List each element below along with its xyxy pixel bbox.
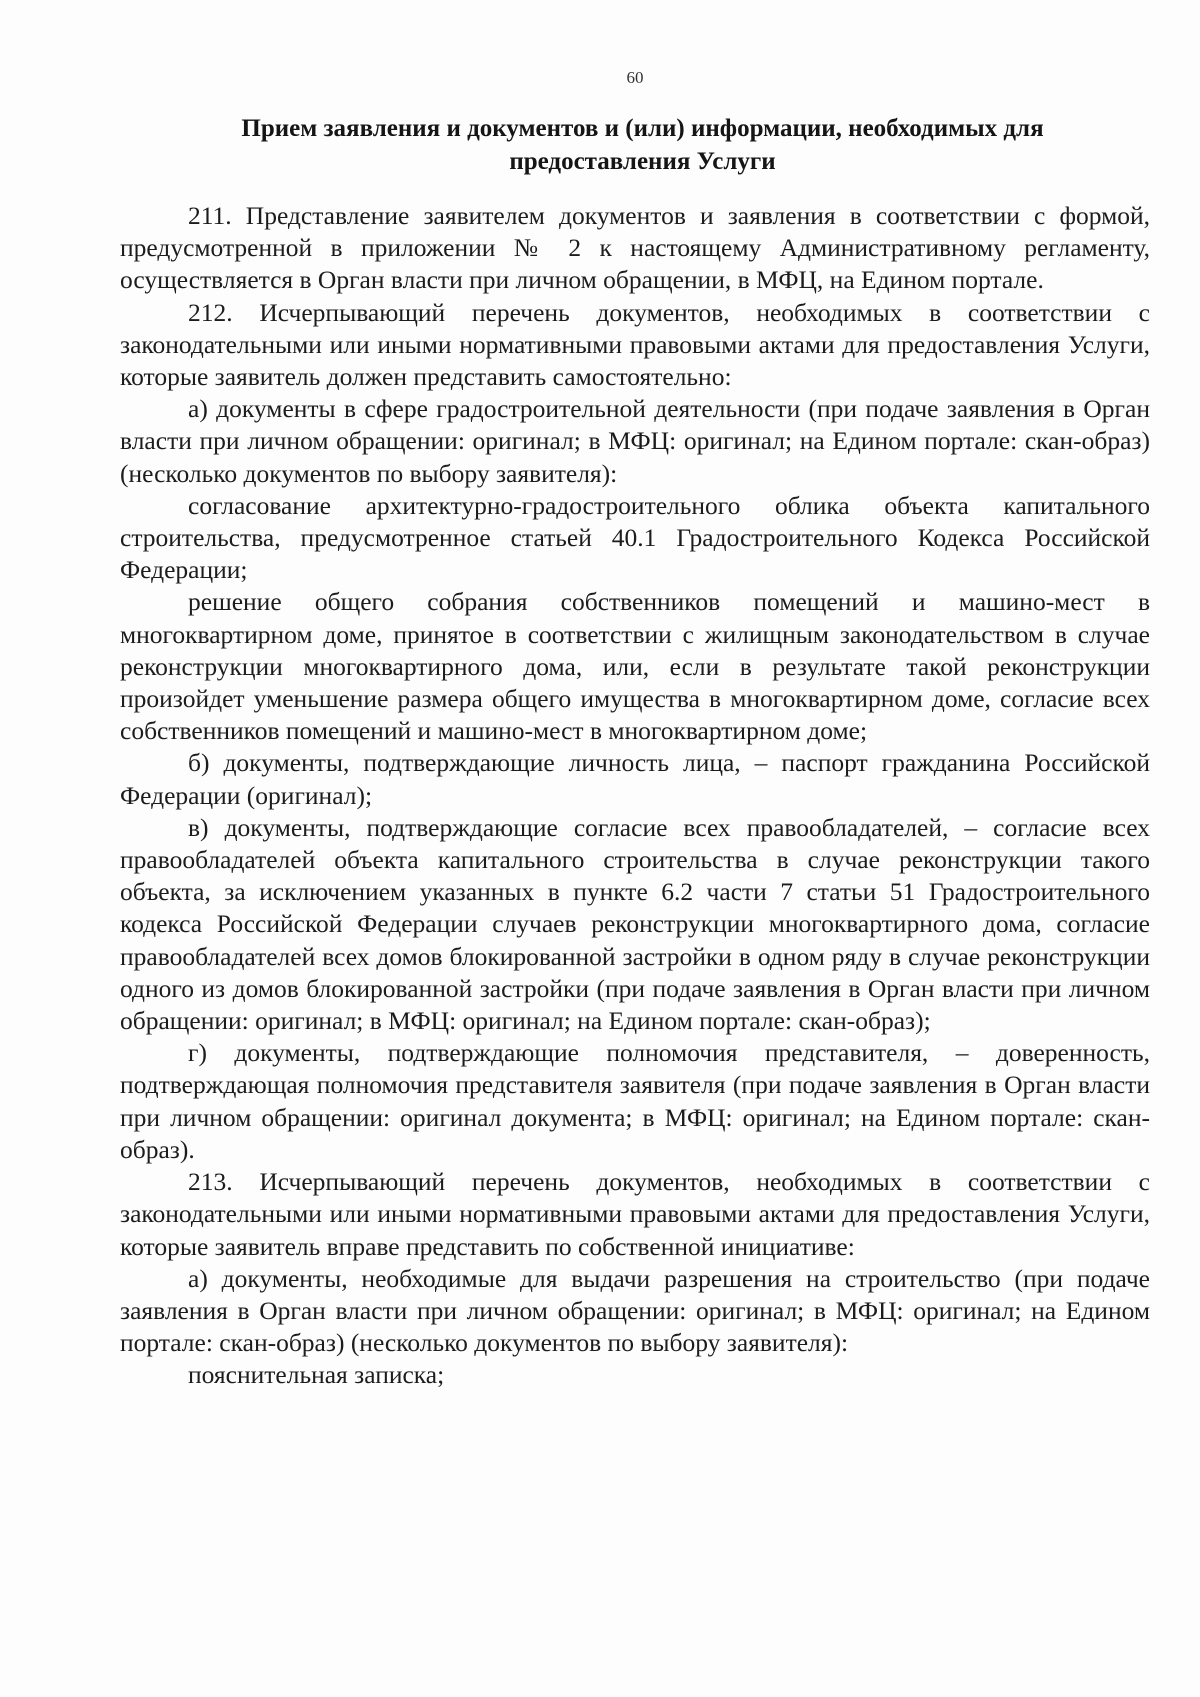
- paragraph-212-a: а) документы в сфере градостроительной деятельности (при подаче заявления в Орган власти при личном обращении: оригинал; в МФЦ: оригинал; на Едином портале: скан-образ) (несколько документов по выбору заявителя):: [120, 394, 1150, 488]
- section-heading-line-1: Прием заявления и документов и (или) информации, необходимых для: [241, 115, 1044, 142]
- page-number: 60: [626, 68, 644, 87]
- section-heading-line-2: предоставления Услуги: [509, 148, 776, 175]
- section-heading: [150, 112, 1135, 178]
- paragraph-212: 212. Исчерпывающий перечень документов, необходимых в соответствии с законодательными или иными нормативными правовыми актами для предоставления Услуги, которые заявитель должен представить самостоятельно:: [120, 297, 1150, 392]
- paragraph-213-a: а) документы, необходимые для выдачи разрешения на строительство (при подаче заявления в Орган власти при личном обращении: оригинал; в МФЦ: оригинал; на Едином портале: скан-образ) (несколько документов по выбору заявителя):: [120, 1263, 1150, 1358]
- paragraph-213-a-item-1: пояснительная записка;: [188, 1360, 445, 1390]
- paragraph-212-g: г) документы, подтверждающие полномочия представителя, – доверенность, подтверждающая полномочия представителя заявителя (при подаче заявления в Орган власти при личном обращении: оригинал документа; в МФЦ: оригинал; на Едином портале: скан-образ).: [120, 1038, 1150, 1164]
- paragraph-212-a-item-1: согласование архитектурно-градостроительного облика объекта капитального строительства, предусмотренное статьей 40.1 Градостроительного Кодекса Российской Федерации;: [120, 490, 1150, 585]
- paragraph-212-v: в) документы, подтверждающие согласие всех правообладателей, – согласие всех правообладателей объекта капитального строительства в случае реконструкции такого объекта, за исключением указанных в пункте 6.2 части 7 статьи 51 Градостроительного кодекса Российской Федерации случаев реконструкции многоквартирного дома, согласие правообладателей всех домов блокированной застройки в одном ряду в случае реконструкции одного из домов блокированной застройки (при подаче заявления в Орган власти при личном обращении: оригинал; в МФЦ: оригинал; на Едином портале: скан-образ);: [120, 812, 1150, 1036]
- paragraph-212-b: б) документы, подтверждающие личность лица, – паспорт гражданина Российской Федерации (оригинал);: [120, 748, 1150, 810]
- paragraph-212-a-item-2: решение общего собрания собственников помещений и машино-мест в многоквартирном доме, принятое в соответствии с жилищным законодательством в случае реконструкции многоквартирного дома, или, если в результате такой реконструкции произойдет уменьшение размера общего имущества в многоквартирном доме, согласие всех собственников помещений и машино-мест в многоквартирном доме;: [120, 587, 1150, 746]
- paragraph-211: 211. Представление заявителем документов и заявления в соответствии с формой, предусмотренной в приложении № 2 к настоящему Административному регламенту, осуществляется в Орган власти при личном обращении, в МФЦ, на Едином портале.: [120, 201, 1150, 295]
- document-body: [120, 200, 1150, 1392]
- paragraph-213: 213. Исчерпывающий перечень документов, необходимых в соответствии с законодательными или иными нормативными правовыми актами для предоставления Услуги, которые заявитель вправе представить по собственной инициативе:: [120, 1167, 1150, 1261]
